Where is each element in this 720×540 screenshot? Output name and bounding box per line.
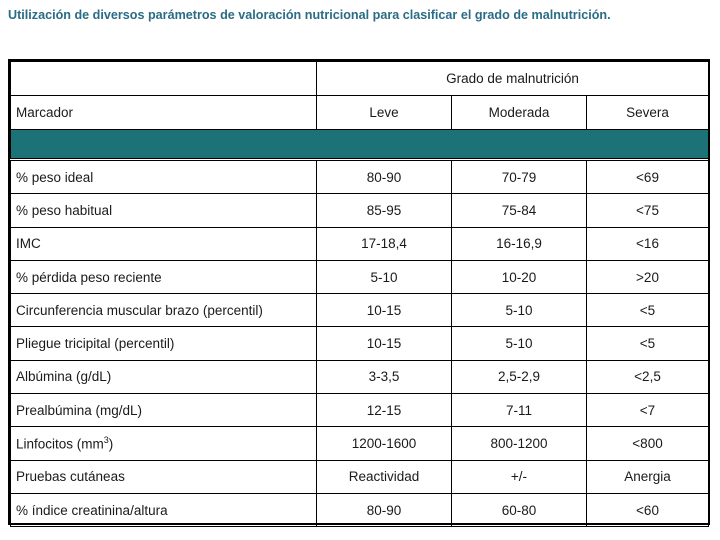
column-header-marcador: Marcador [11, 96, 317, 130]
value-cell-severa: >20 [587, 260, 709, 293]
marker-cell [11, 260, 317, 293]
malnutrition-table [8, 59, 710, 525]
value-cell-moderada: 5-10 [452, 327, 587, 360]
marker-cell [11, 427, 317, 460]
table-group-header-row [11, 62, 709, 96]
marker-cell [11, 493, 317, 526]
value-cell-leve: 85-95 [317, 194, 452, 227]
marker-text: % peso ideal [16, 169, 94, 185]
marker-text: Linfocitos (mm [16, 436, 104, 452]
marker-cell [11, 194, 317, 227]
marker-text: Albúmina (g/dL) [16, 369, 112, 385]
table-row [11, 294, 709, 327]
table-row [11, 227, 709, 260]
table-row [11, 427, 709, 460]
table-row [11, 460, 709, 493]
value-cell-moderada: 16-16,9 [452, 227, 587, 260]
marker-cell [11, 161, 317, 194]
value-cell-leve: 10-15 [317, 294, 452, 327]
value-cell-leve: 17-18,4 [317, 227, 452, 260]
marker-text: Pliegue tricipital (percentil) [16, 336, 175, 352]
table-row [11, 493, 709, 526]
value-cell-leve: 5-10 [317, 260, 452, 293]
marker-text: % pérdida peso reciente [16, 269, 162, 285]
value-cell-leve: 80-90 [317, 161, 452, 194]
value-cell-moderada: 70-79 [452, 161, 587, 194]
value-cell-severa: <5 [587, 327, 709, 360]
value-cell-severa: <7 [587, 394, 709, 427]
marker-cell [11, 360, 317, 393]
marker-cell [11, 327, 317, 360]
value-cell-severa: <75 [587, 194, 709, 227]
value-cell-moderada: 2,5-2,9 [452, 360, 587, 393]
value-cell-leve: 12-15 [317, 394, 452, 427]
marker-text: Prealbúmina (mg/dL) [16, 402, 143, 418]
marker-cell [11, 294, 317, 327]
column-header-moderada: Moderada [452, 96, 587, 130]
header-blank-cell [11, 62, 317, 96]
teal-band [11, 130, 709, 159]
table-row [11, 194, 709, 227]
group-header: Grado de malnutrición [317, 62, 709, 96]
value-cell-leve: 80-90 [317, 493, 452, 526]
column-header-severa: Severa [587, 96, 709, 130]
table-row [11, 394, 709, 427]
value-cell-leve: 3-3,5 [317, 360, 452, 393]
table-row [11, 327, 709, 360]
value-cell-severa: <5 [587, 294, 709, 327]
marker-cell [11, 394, 317, 427]
value-cell-severa: <69 [587, 161, 709, 194]
value-cell-moderada: 10-20 [452, 260, 587, 293]
value-cell-moderada: +/- [452, 460, 587, 493]
marker-superscript: 3 [103, 435, 109, 446]
value-cell-severa: <800 [587, 427, 709, 460]
table-row [11, 161, 709, 194]
value-cell-leve: Reactividad [317, 460, 452, 493]
marker-cell [11, 460, 317, 493]
value-cell-leve: 10-15 [317, 327, 452, 360]
value-cell-severa: <16 [587, 227, 709, 260]
marker-cell [11, 227, 317, 260]
value-cell-severa: <60 [587, 493, 709, 526]
teal-band-cell [11, 130, 709, 159]
marker-text: % peso habitual [16, 202, 113, 218]
marker-text: % índice creatinina/altura [16, 502, 168, 518]
value-cell-severa: <2,5 [587, 360, 709, 393]
table-row [11, 360, 709, 393]
value-cell-moderada: 5-10 [452, 294, 587, 327]
value-cell-severa: Anergia [587, 460, 709, 493]
value-cell-moderada: 7-11 [452, 394, 587, 427]
value-cell-moderada: 75-84 [452, 194, 587, 227]
value-cell-moderada: 800-1200 [452, 427, 587, 460]
marker-text: IMC [16, 236, 41, 252]
value-cell-moderada: 60-80 [452, 493, 587, 526]
marker-text-tail: ) [108, 436, 114, 452]
value-cell-leve: 1200-1600 [317, 427, 452, 460]
marker-text: Pruebas cutáneas [16, 469, 125, 485]
column-header-leve: Leve [317, 96, 452, 130]
table-row [11, 260, 709, 293]
marker-text: Circunferencia muscular brazo (percentil) [16, 302, 263, 318]
page-title: Utilización de diversos parámetros de valoración nutricional para clasificar el grado de malnutrición. [8, 8, 611, 22]
table-column-header-row [11, 96, 709, 130]
